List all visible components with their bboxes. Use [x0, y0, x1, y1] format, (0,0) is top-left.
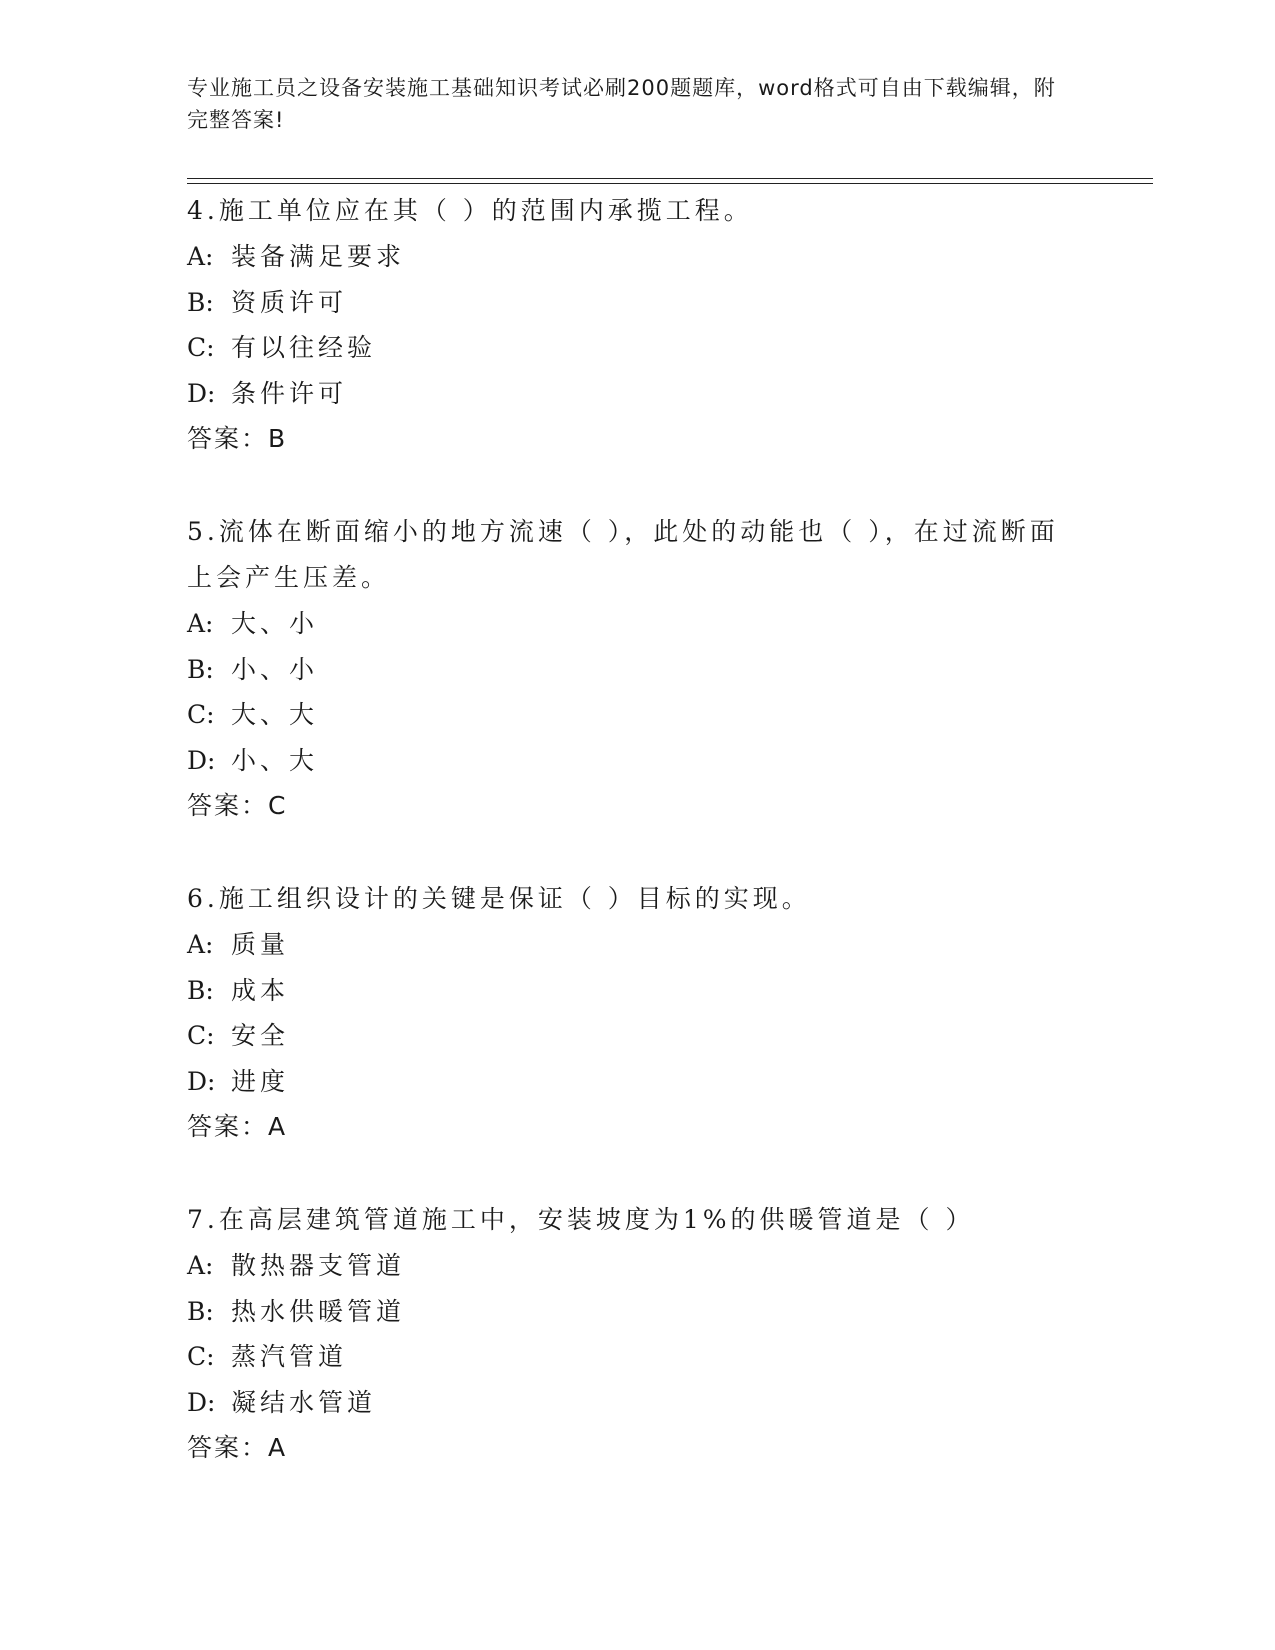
answer-line: 答案：B [187, 424, 288, 453]
document-header: 专业施工员之设备安装施工基础知识考试必刷200题题库，word格式可自由下载编辑，附完整答案! [187, 76, 1056, 132]
option-text: 条件许可 [231, 378, 348, 408]
option-key: B: [187, 287, 214, 317]
answer-line: 答案：C [187, 791, 288, 820]
option-text: 进度 [231, 1066, 290, 1096]
option-key: A: [187, 1251, 214, 1280]
option-b [187, 1289, 1087, 1335]
option-text: 成本 [231, 975, 290, 1005]
option-key: C: [187, 1342, 215, 1371]
option-text: 小、小 [231, 654, 319, 684]
question-text: 5.流体在断面缩小的地方流速（ ），此处的动能也（ ），在过流断面上会产生压差。 [187, 517, 1059, 592]
option-key: B: [187, 654, 214, 684]
option-key: C: [187, 700, 215, 729]
question-5 [187, 509, 1087, 829]
question-6 [187, 876, 1087, 1150]
option-key: A: [187, 930, 214, 959]
header-divider-bottom [187, 183, 1153, 184]
option-text: 装备满足要求 [231, 242, 406, 271]
option-b [187, 647, 1087, 693]
question-text: 4.施工单位应在其（ ）的范围内承揽工程。 [187, 196, 753, 225]
option-d [187, 371, 1087, 417]
option-d [187, 738, 1087, 784]
question-list [187, 188, 1087, 1518]
option-a [187, 601, 1087, 647]
option-key: C: [187, 1021, 215, 1050]
option-a [187, 234, 1087, 280]
option-text: 散热器支管道 [231, 1251, 406, 1280]
option-key: A: [187, 242, 214, 271]
option-d [187, 1380, 1087, 1426]
question-7 [187, 1197, 1087, 1471]
option-text: 有以往经验 [231, 333, 377, 362]
option-text: 大、大 [231, 700, 319, 729]
option-c [187, 325, 1087, 371]
option-key: C: [187, 333, 215, 362]
option-key: D: [187, 1387, 216, 1417]
option-text: 安全 [231, 1021, 290, 1050]
option-text: 热水供暖管道 [231, 1296, 406, 1326]
option-key: D: [187, 1066, 216, 1096]
option-c [187, 1013, 1087, 1059]
option-c [187, 692, 1087, 738]
question-4 [187, 188, 1087, 462]
option-key: B: [187, 1296, 214, 1326]
answer-line: 答案：A [187, 1112, 288, 1141]
option-key: D: [187, 745, 216, 775]
answer-line: 答案：A [187, 1433, 288, 1462]
option-c [187, 1334, 1087, 1380]
option-b [187, 280, 1087, 326]
option-a [187, 1243, 1087, 1289]
option-key: B: [187, 975, 214, 1005]
option-text: 资质许可 [231, 287, 348, 317]
option-d [187, 1059, 1087, 1105]
header-divider-top [187, 178, 1153, 179]
option-key: D: [187, 378, 216, 408]
option-text: 质量 [231, 930, 290, 959]
question-text: 7.在高层建筑管道施工中，安装坡度为1%的供暖管道是（ ） [187, 1205, 975, 1234]
option-text: 大、小 [231, 609, 319, 638]
option-text: 凝结水管道 [231, 1387, 377, 1417]
option-b [187, 968, 1087, 1014]
option-key: A: [187, 609, 214, 638]
question-text: 6.施工组织设计的关键是保证（ ）目标的实现。 [187, 884, 811, 913]
option-text: 小、大 [231, 745, 319, 775]
option-text: 蒸汽管道 [231, 1342, 348, 1371]
option-a [187, 922, 1087, 968]
